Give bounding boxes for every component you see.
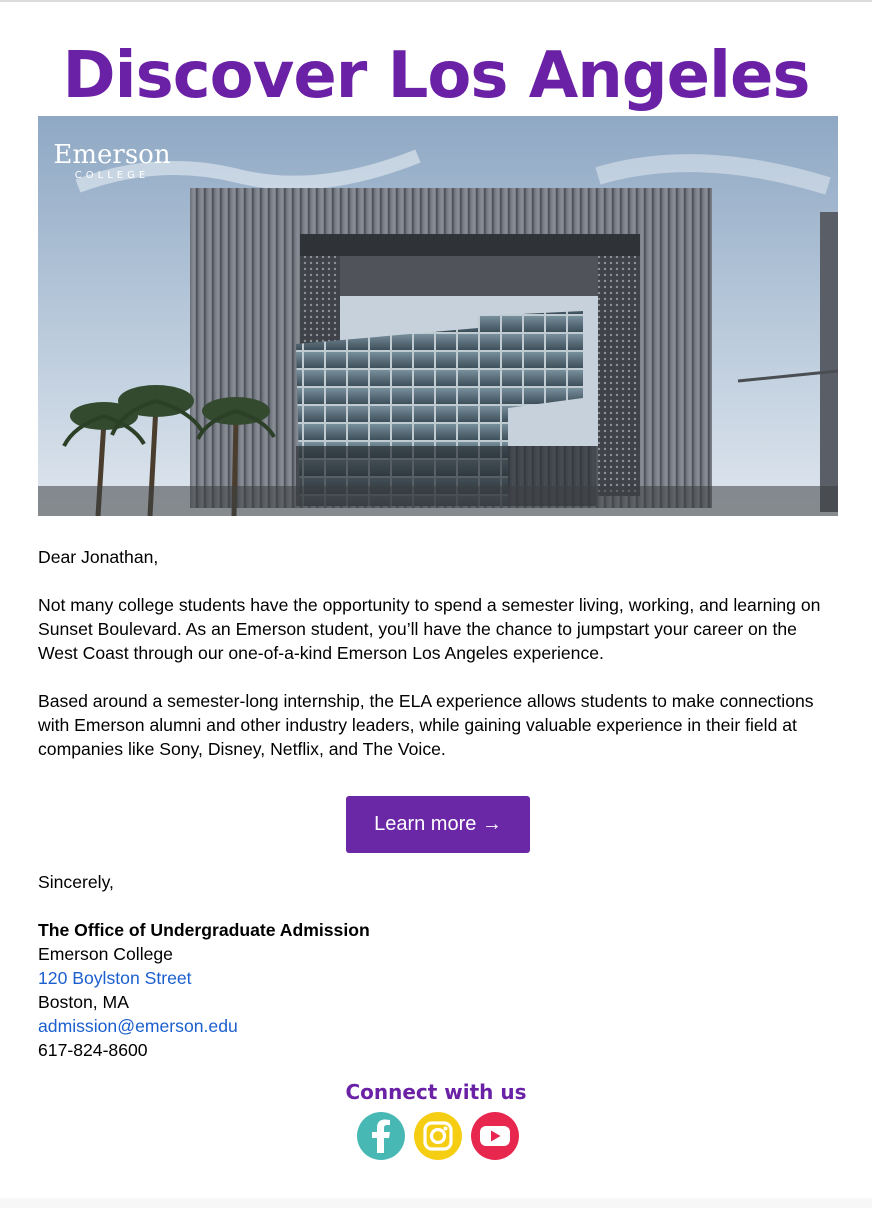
signature-block: [38, 918, 838, 1062]
city-state: Boston, MA: [38, 992, 129, 1012]
page-title: Discover Los Angeles: [62, 39, 810, 113]
connect-heading: Connect with us: [345, 1080, 527, 1104]
learn-more-button[interactable]: Learn more →: [346, 796, 530, 853]
closing: Sincerely,: [38, 872, 114, 892]
street-address-link[interactable]: 120 Boylston Street: [38, 968, 192, 988]
details-paragraph: Based around a semester-long internship, the ELA experience allows students to make connections with Emerson alumni and other industry leaders, while gaining valuable experience in their field at companies like Sony, Disney, Netflix, and The Voice.: [38, 691, 814, 759]
email-link[interactable]: admission@emerson.edu: [38, 1016, 238, 1036]
college-name: Emerson College: [38, 944, 173, 964]
phone-number: 617-824-8600: [38, 1040, 148, 1060]
youtube-icon[interactable]: [470, 1111, 520, 1161]
intro-paragraph: Not many college students have the opportunity to spend a semester living, working, and learning on Sunset Boulevard. As an Emerson student, you’ll have the chance to jumpstart your career on the West Coast through our one-of-a-kind Emerson Los Angeles experience.: [38, 595, 821, 663]
hero-image: [38, 116, 838, 516]
office-name: The Office of Undergraduate Admission: [38, 920, 370, 940]
facebook-icon[interactable]: [356, 1111, 406, 1161]
instagram-icon[interactable]: [413, 1111, 463, 1161]
greeting: Dear Jonathan,: [38, 547, 159, 567]
emerson-logo: Emerson COLLEGE: [53, 140, 171, 181]
